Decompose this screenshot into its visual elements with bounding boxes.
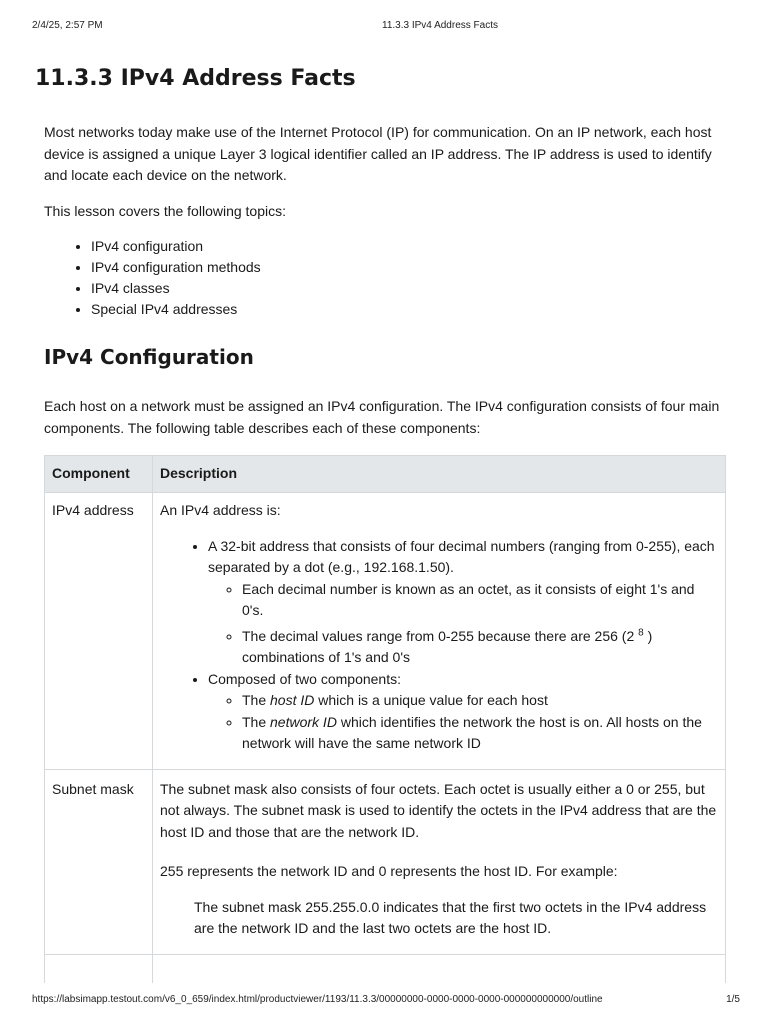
text: The decimal values range from 0-255 because there are 256 (2 — [242, 627, 635, 644]
print-date: 2/4/25, 2:57 PM — [32, 20, 103, 31]
text: which identifies the network the host is on. All hosts on the network will have the same network ID — [242, 713, 702, 751]
ipv4-bullets — [160, 536, 718, 755]
section-heading: IPv4 Configuration — [44, 345, 254, 369]
text: ) combinations of 1's and 0's — [242, 627, 653, 665]
ipv4-sub-bullets — [208, 690, 718, 755]
text: The — [242, 692, 271, 708]
ipv4-sub-bullets — [208, 579, 718, 669]
table-row — [45, 954, 726, 983]
table-header-row — [45, 456, 726, 493]
list-item — [242, 712, 718, 755]
components-table — [44, 455, 726, 983]
list-item: • IPv4 configuration methods — [91, 257, 726, 278]
intro-paragraph: Most networks today make use of the Internet Protocol (IP) for communication. On an IP network, each host device is assigned a unique Layer 3 logical identifier called an IP address. The IP address is used to identify and locate each device on the network. — [44, 124, 712, 183]
superscript: 8 — [638, 626, 644, 638]
row-desc-subnet — [153, 769, 726, 954]
list-item — [208, 669, 718, 755]
row-label-ipv4: IPv4 address — [45, 493, 153, 770]
page-title: 11.3.3 IPv4 Address Facts — [35, 66, 356, 91]
list-item — [242, 690, 718, 712]
section-intro: Each host on a network must be assigned an IPv4 configuration. The IPv4 configuration consists of four main components. The following table describes each of these components: — [44, 398, 720, 436]
lesson-content — [44, 122, 726, 983]
table-cell — [153, 954, 726, 983]
list-item — [242, 626, 718, 669]
page-url: https://labsimapp.testout.com/v6_0_659/index.html/productviewer/1193/11.3.3/00000000-0000-0000-0000-000000000000/outline — [32, 994, 603, 1005]
list-item — [208, 536, 718, 669]
subnet-paragraph: The subnet mask also consists of four octets. Each octet is usually either a 0 or 255, but not always. The subnet mask is used to identify the octets in the IPv4 address that are the host ID and those that are the network ID. — [160, 780, 717, 840]
ipv4-bullet-text: Composed of two components: — [208, 670, 401, 687]
text: which is a unique value for each host — [314, 692, 548, 708]
header-component: Component — [45, 456, 153, 493]
table-row — [45, 493, 726, 770]
header-description: Description — [153, 456, 726, 493]
page-number: 1/5 — [726, 994, 740, 1005]
subnet-example: The subnet mask 255.255.0.0 indicates that the first two octets in the IPv4 address are the network ID and the last two octets are the host ID. — [194, 898, 707, 936]
list-item: • IPv4 classes — [91, 278, 726, 299]
ipv4-lead: An IPv4 address is: — [160, 502, 281, 518]
list-item: • Special IPv4 addresses — [91, 299, 726, 320]
emphasis: host ID — [270, 692, 315, 708]
print-footer — [0, 994, 768, 1008]
list-item: • IPv4 configuration — [91, 236, 726, 257]
text: The — [242, 713, 271, 730]
print-title: 11.3.3 IPv4 Address Facts — [382, 20, 498, 31]
table-cell — [45, 954, 153, 983]
topics-lead: This lesson covers the following topics: — [44, 202, 286, 219]
row-desc-ipv4 — [153, 493, 726, 770]
list-item: ◦ Each decimal number is known as an octet, as it consists of eight 1's and 0's. — [242, 579, 718, 622]
table-row — [45, 769, 726, 954]
topics-list — [44, 236, 726, 320]
row-label-subnet: Subnet mask — [45, 769, 153, 954]
print-header — [0, 20, 768, 34]
subnet-paragraph: 255 represents the network ID and 0 represents the host ID. For example: — [160, 863, 618, 879]
ipv4-bullet-text: A 32-bit address that consists of four decimal numbers (ranging from 0-255), each separated by a dot (e.g., 192.168.1.50). — [208, 537, 715, 575]
emphasis: network ID — [270, 713, 337, 730]
